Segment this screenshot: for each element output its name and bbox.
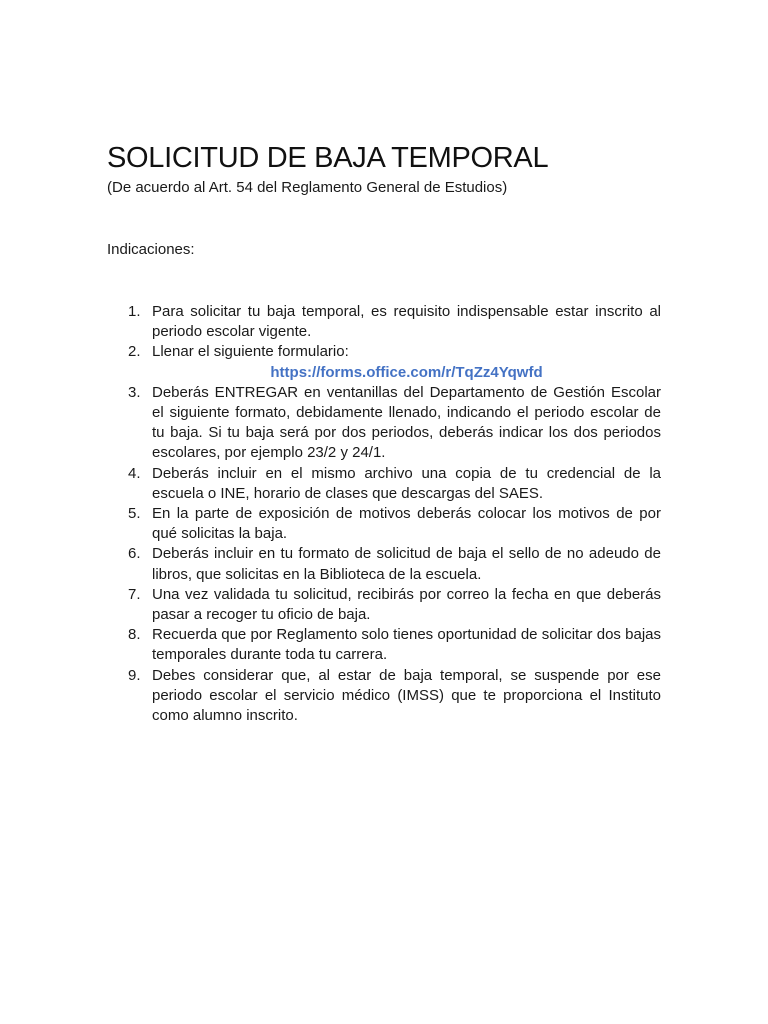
list-item-text: Para solicitar tu baja temporal, es requisito indispensable estar inscrito al periodo escolar vigente. — [152, 303, 661, 341]
instructions-list — [107, 302, 661, 726]
list-item-number: 8. — [128, 626, 141, 644]
list-item-number: 7. — [128, 585, 141, 603]
list-item — [107, 302, 661, 342]
list-item-text: Debes considerar que, al estar de baja temporal, se suspende por ese periodo escolar el servicio médico (IMSS) que te proporciona el Instituto como alumno inscrito. — [152, 666, 661, 725]
list-item — [107, 666, 661, 727]
form-link[interactable]: https://forms.office.com/r/TqZz4Yqwfd — [270, 363, 543, 381]
list-item-number: 3. — [128, 383, 141, 401]
list-item-text: Recuerda que por Reglamento solo tienes oportunidad de solicitar dos bajas temporales durante toda tu carrera. — [152, 626, 661, 664]
indications-label: Indicaciones: — [107, 241, 195, 258]
list-item-number: 9. — [128, 666, 141, 684]
document-subtitle: (De acuerdo al Art. 54 del Reglamento General de Estudios) — [107, 179, 508, 196]
list-item — [107, 464, 661, 504]
document-page — [107, 138, 661, 726]
list-item-number: 5. — [128, 505, 141, 523]
list-item-text: Deberás incluir en el mismo archivo una copia de tu credencial de la escuela o INE, horario de clases que descargas del SAES. — [152, 464, 661, 502]
list-item-text: Una vez validada tu solicitud, recibirás por correo la fecha en que deberás pasar a recoger tu oficio de baja. — [152, 585, 661, 624]
list-item-number: 2. — [128, 343, 141, 361]
list-item-text: En la parte de exposición de motivos deberás colocar los motivos de por qué solicitas la baja. — [152, 505, 661, 543]
form-link-line — [107, 363, 661, 383]
list-item-text: Deberás ENTREGAR en ventanillas del Departamento de Gestión Escolar el siguiente formato, debidamente llenado, indicando el periodo escolar de tu baja. Si tu baja será por dos periodos, deberás indicar los dos periodos escolares, por ejemplo 23/2 y 24/1. — [152, 383, 661, 462]
list-item-number: 6. — [128, 545, 141, 563]
list-item-number: 4. — [128, 464, 141, 482]
list-item — [107, 504, 661, 544]
list-item-text: Llenar el siguiente formulario: — [152, 343, 349, 361]
list-item — [107, 342, 661, 382]
document-title: SOLICITUD DE BAJA TEMPORAL — [107, 142, 549, 174]
list-item-text: Deberás incluir en tu formato de solicitud de baja el sello de no adeudo de libros, que solicitas en la Biblioteca de la escuela. — [152, 545, 661, 583]
list-item — [107, 544, 661, 584]
list-item — [107, 585, 661, 625]
list-item — [107, 625, 661, 665]
list-item-number: 1. — [128, 303, 141, 320]
list-item — [107, 383, 661, 464]
